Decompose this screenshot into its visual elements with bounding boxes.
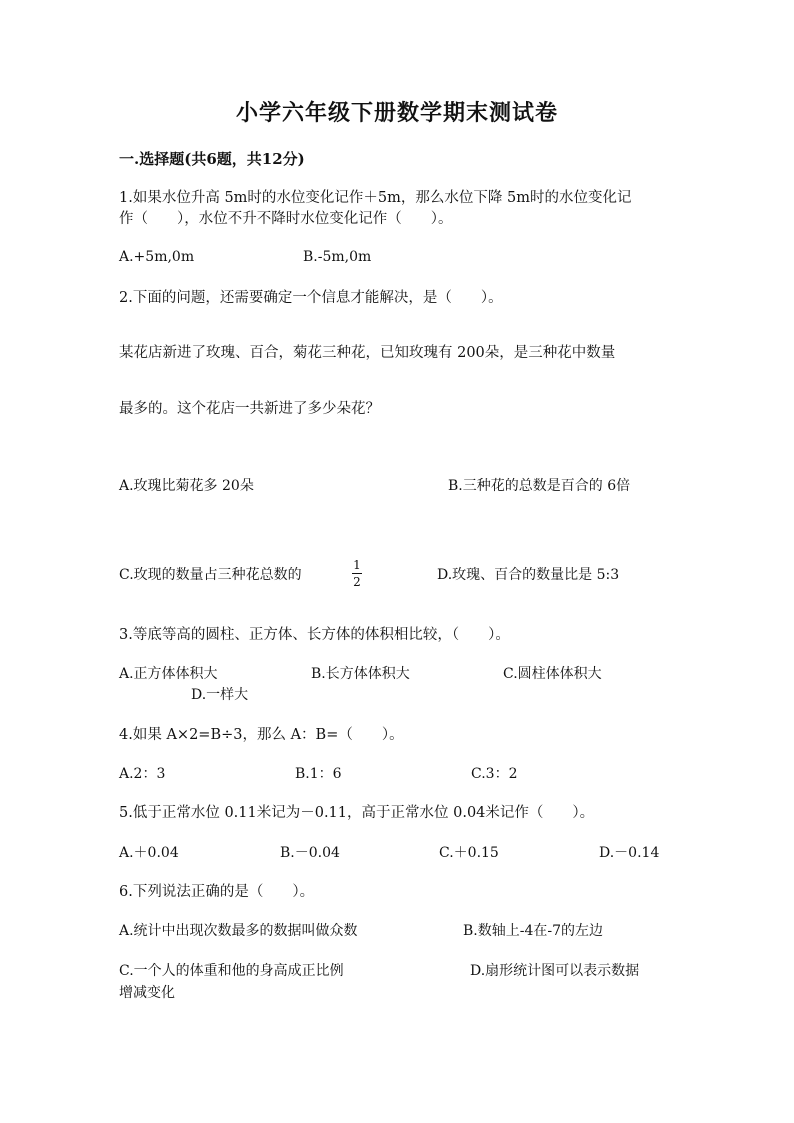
q5-option-d: D.－0.14 [599, 845, 660, 861]
q2-option-c: C.玫现的数量占三种花总数的 [119, 567, 302, 583]
q6-option-d-line1: D.扇形统计图可以表示数据 [470, 963, 640, 979]
q3-option-c: C.圆柱体体积大 [503, 666, 602, 682]
q2-stem: 2.下面的问题，还需要确定一个信息才能解决，是（ ）。 [119, 290, 503, 306]
q5-option-a: A.＋0.04 [119, 845, 179, 861]
q3-option-d: D.一样大 [191, 687, 249, 703]
q6-stem: 6.下列说法正确的是（ ）。 [119, 884, 315, 900]
q2-option-a: A.玫瑰比菊花多 20朵 [119, 478, 254, 494]
q5-option-b: B.－0.04 [280, 845, 340, 861]
q3-option-a: A.正方体体积大 [119, 666, 218, 682]
q1-stem-line2: 作（ ），水位不升不降时水位变化记作（ ）。 [119, 211, 453, 227]
q1-option-b: B.-5m,0m [303, 249, 372, 265]
q4-stem: 4.如果 A×2=B÷3，那么 A：B=（ ）。 [119, 727, 404, 743]
q2-context-line1: 某花店新进了玫瑰、百合，菊花三种花，已知玫瑰有 200朵，是三种花中数量 [119, 345, 616, 361]
q1-stem-line1: 1.如果水位升高 5m时的水位变化记作＋5m，那么水位下降 5m时的水位变化记 [119, 190, 632, 206]
q6-option-c: C.一个人的体重和他的身高成正比例 [119, 963, 344, 979]
page-title: 小学六年级下册数学期末测试卷 [235, 100, 558, 126]
q5-option-c: C.＋0.15 [439, 845, 499, 861]
fraction-bar [352, 573, 362, 574]
q4-option-a: A.2：3 [119, 766, 166, 782]
q3-option-b: B.长方体体积大 [311, 666, 410, 682]
q3-stem: 3.等底等高的圆柱、正方体、长方体的体积相比较，（ ）。 [119, 627, 510, 643]
q2-option-b: B.三种花的总数是百合的 6倍 [448, 478, 631, 494]
section-heading: 一.选择题(共6题，共12分) [119, 150, 305, 168]
q4-option-b: B.1：6 [295, 766, 342, 782]
q5-stem: 5.低于正常水位 0.11米记为－0.11，高于正常水位 0.04米记作（ ）。 [119, 805, 595, 821]
fraction-numerator: 1 [353, 558, 361, 572]
fraction-denominator: 2 [353, 575, 361, 589]
q2-context-line2: 最多的。这个花店一共新进了多少朵花？ [119, 401, 380, 417]
q1-option-a: A.+5m,0m [119, 249, 195, 265]
q6-option-a: A.统计中出现次数最多的数据叫做众数 [119, 923, 358, 939]
q6-option-b: B.数轴上-4在-7的左边 [463, 923, 604, 939]
q6-option-d-line2: 增减变化 [119, 985, 175, 1001]
q2-option-d: D.玫瑰、百合的数量比是 5:3 [437, 567, 620, 583]
q4-option-c: C.3：2 [471, 766, 518, 782]
q2-option-c-fraction [352, 558, 362, 589]
